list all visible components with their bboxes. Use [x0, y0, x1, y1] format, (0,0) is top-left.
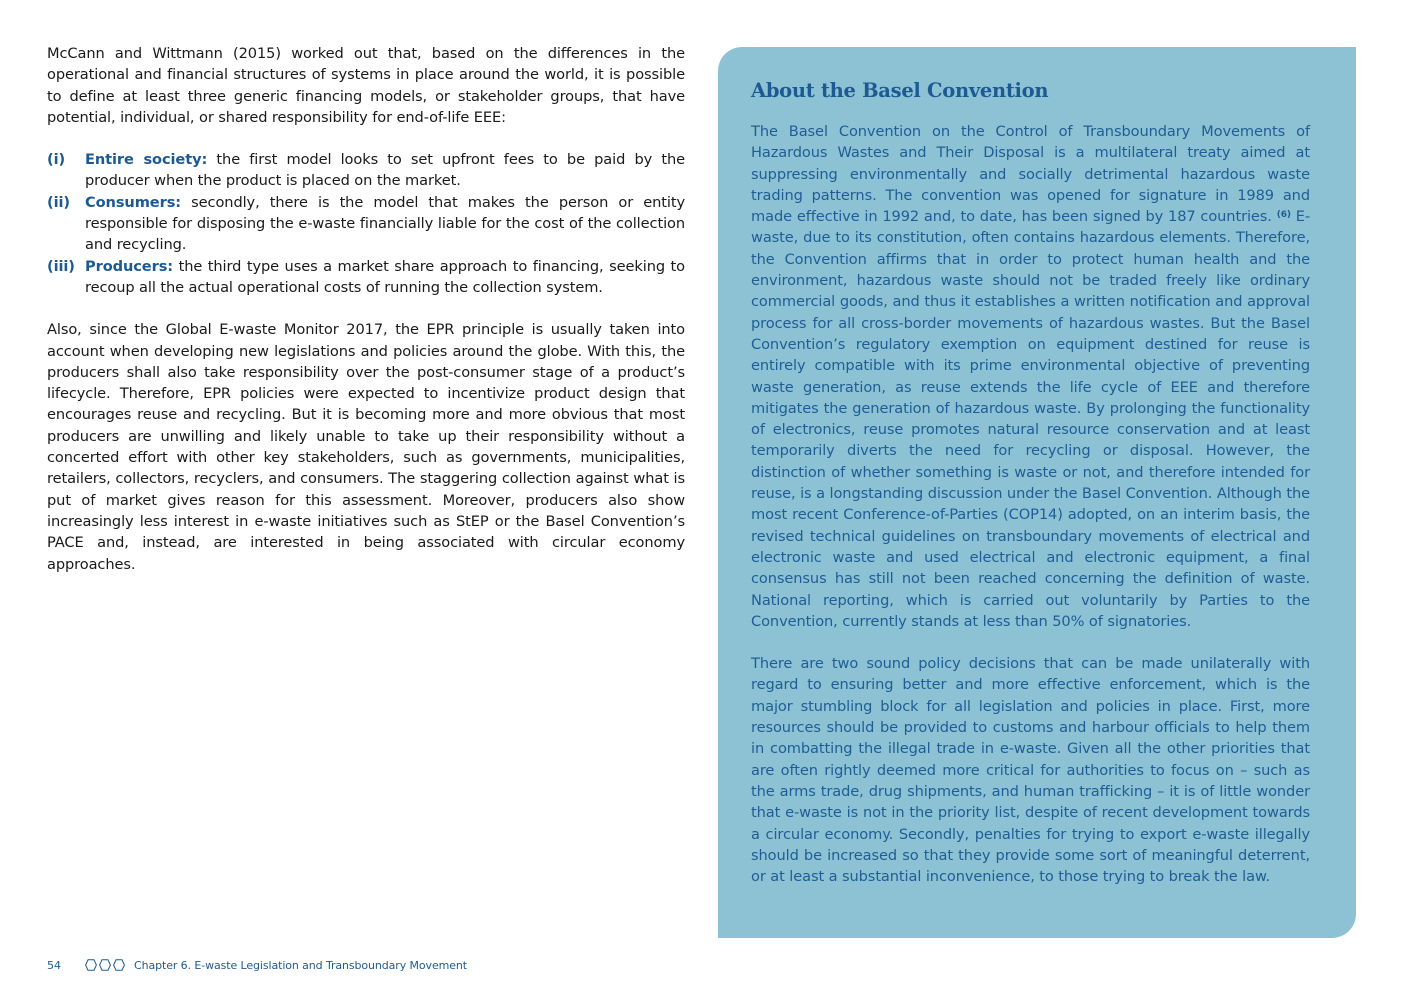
list-item-text: the first model looks to set upfront fees to be paid by the producer when the product is placed on the market.: [85, 151, 685, 190]
box-paragraph-1-end: E-waste, due to its constitution, often contains hazardous elements. Therefore, the Convention affirms that in order to protect human health and the environment, hazardous waste should not be traded freely like ordinary commercial goods, and thus it establishes a written notification and approval process for all cross-border movements of hazardous wastes. But the Basel Convention’s regulatory exemption on equipment destined for reuse is entirely compatible with its prime environmental objective of preventing waste generation, as reuse extends the life cycle of EEE and therefore mitigates the generation of hazardous waste. By prolonging the functionality of electronics, reuse promotes natural resource conservation and at least temporarily diverts the need for recycling or disposal. However, the distinction of whether something is waste or not, and therefore intended for reuse, is a longstanding discussion under the Basel Convention. Although the most recent Conference-of-Parties (COP14) adopted, on an interim basis, the revised technical guidelines on transboundary movements of electrical and electronic waste and used electrical and electronic equipment, a final consensus has still not been reached concerning the definition of waste. National reporting, which is carried out voluntarily by Parties to the Convention, currently stands at less than 50% of signatories.: [751, 208, 1311, 630]
epr-paragraph: Also, since the Global E-waste Monitor 2017, the EPR principle is usually taken into account when developing new legislations and policies around the globe. With this, the producers shall also take responsibility over the post-consumer stage of a product’s lifecycle. Therefore, EPR policies were expected to incentivize product design that encourages reuse and recycling. But it is becoming more and more obvious that most producers are unwilling and likely unable to take up their responsibility without a concerted effort with other key stakeholders, such as governments, municipalities, retailers, collectors, recyclers, and consumers. The staggering collection against what is put of market gives reason for this assessment. Moreover, producers also show increasingly less interest in e-waste initiatives such as StEP or the Basel Convention’s PACE and, instead, are interested in being associated with circular economy approaches.: [47, 321, 685, 573]
chapter-title: Chapter 6. E-waste Legislation and Transboundary Movement: [134, 958, 468, 972]
hexagon-trio-icon: [85, 959, 125, 971]
list-item: [47, 256, 685, 299]
financing-models-list: [47, 149, 685, 298]
list-item-number: (i): [47, 151, 66, 169]
list-item-number: (ii): [47, 193, 70, 211]
list-item-text: secondly, there is the model that makes the person or entity responsible for disposing the e-waste financially liable for the cost of the collection and recycling.: [85, 193, 685, 254]
list-item: [47, 192, 685, 256]
box-paragraph-1: [751, 121, 1310, 632]
box-content: [751, 79, 1310, 887]
list-item-term: Producers:: [85, 257, 174, 275]
main-text-column: [47, 43, 685, 575]
list-item: [47, 149, 685, 192]
reference-marker[interactable]: (6): [1276, 210, 1291, 221]
basel-convention-box: [718, 47, 1356, 938]
box-paragraph-2: There are two sound policy decisions that can be made unilaterally with regard to ensuring better and more effective enforcement, which is the major stumbling block for all legislation and policies in place. First, more resources should be provided to customs and harbour officials to help them in combatting the illegal trade in e-waste. Given all the other priorities that are often rightly deemed more critical for authorities to focus on – such as the arms trade, drug shipments, and human trafficking – it is of little wonder that e-waste is not in the priority list, despite of recent development towards a circular economy. Secondly, penalties for trying to export e-waste illegally should be increased so that they provide some sort of meaningful deterrent, or at least a substantial inconvenience, to those trying to break the law.: [751, 655, 1310, 886]
page-footer: [47, 957, 467, 973]
page-number: 54: [47, 958, 61, 972]
list-item-term: Consumers:: [85, 193, 182, 211]
list-item-number: (iii): [47, 257, 75, 275]
box-paragraph-1-start: The Basel Convention on the Control of Transboundary Movements of Hazardous Wastes and Their Disposal is a multilateral treaty aimed at suppressing environmentally and socially detrimental hazardous waste trading patterns. The convention was opened for signature in 1989 and made effective in 1992 and, to date, has been signed by 187 countries.: [751, 123, 1310, 226]
hexagon-icon: [99, 959, 111, 971]
intro-paragraph: McCann and Wittmann (2015) worked out that, based on the differences in the operational and financial structures of systems in place around the world, it is possible to define at least three generic financing models, or stakeholder groups, that have potential, individual, or shared responsibility for end-of-life EEE:: [47, 45, 685, 126]
hexagon-icon: [85, 959, 97, 971]
list-item-term: Entire society:: [85, 151, 208, 169]
hexagon-icon: [113, 959, 125, 971]
box-title: About the Basel Convention: [751, 79, 1049, 102]
list-item-text: the third type uses a market share approach to financing, seeking to recoup all the actual operational costs of running the collection system.: [85, 257, 685, 296]
